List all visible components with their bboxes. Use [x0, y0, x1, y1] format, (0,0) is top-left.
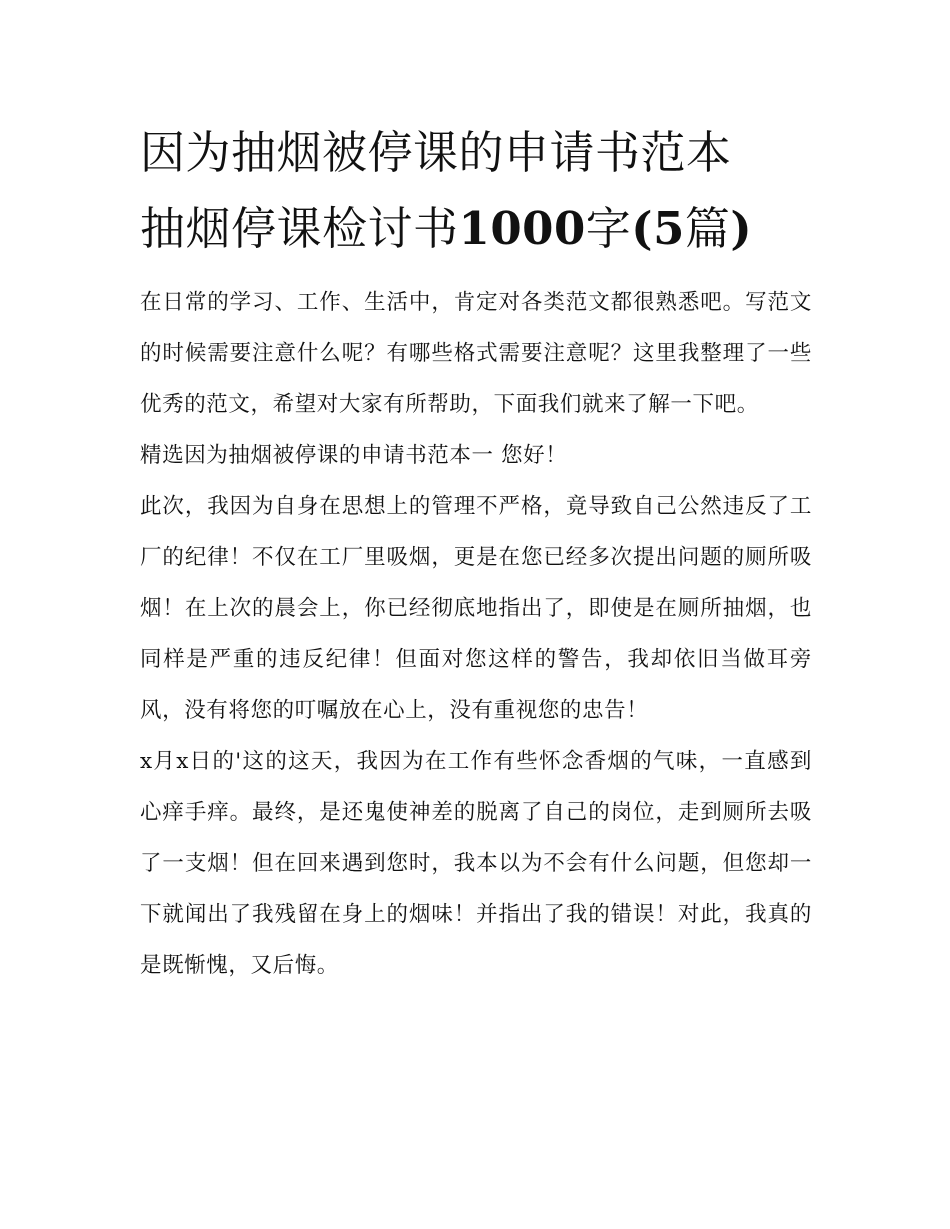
document-body: [140, 115, 812, 991]
document-title: [140, 115, 812, 267]
title-word-unit: 字: [585, 202, 632, 255]
title-line-2-prefix: 抽烟停课检讨书: [140, 202, 459, 255]
title-article-count: (5: [631, 202, 685, 255]
section-heading-paragraph: 精选因为抽烟被停课的申请书范本一 您好！: [140, 443, 568, 468]
title-line-1: 因为抽烟被停课的申请书范本: [140, 126, 732, 179]
title-word-count: 1000: [458, 202, 586, 255]
title-close-paren: ): [730, 202, 753, 255]
intro-paragraph: 在日常的学习、工作、生活中，肯定对各类范文都很熟悉吧。写范文的时候需要注意什么呢？有哪些格式需要注意呢？这里我整理了一些优秀的范文，希望对大家有所帮助，下面我们就来了解一下吧。: [140, 290, 812, 417]
title-article-unit: 篇: [684, 202, 731, 255]
body-paragraph-2: x月x日的'这的这天，我因为在工作有些怀念香烟的气味，一直感到心痒手痒。最终，是还鬼使神差的脱离了自己的岗位，走到厕所去吸了一支烟！但在回来遇到您时，我本以为不会有什么问题，但您却一下就闻出了我残留在身上的烟味！并指出了我的错误！对此，我真的是既惭愧，又后悔。: [140, 749, 812, 978]
body-paragraph-1: 此次，我因为自身在思想上的管理不严格，竟导致自己公然违反了工厂的纪律！不仅在工厂里吸烟，更是在您已经多次提出问题的厕所吸烟！在上次的晨会上，你已经彻底地指出了，即使是在厕所抽烟，也同样是严重的违反纪律！但面对您这样的警告，我却依旧当做耳旁风，没有将您的叮嘱放在心上，没有重视您的忠告！: [140, 494, 812, 723]
